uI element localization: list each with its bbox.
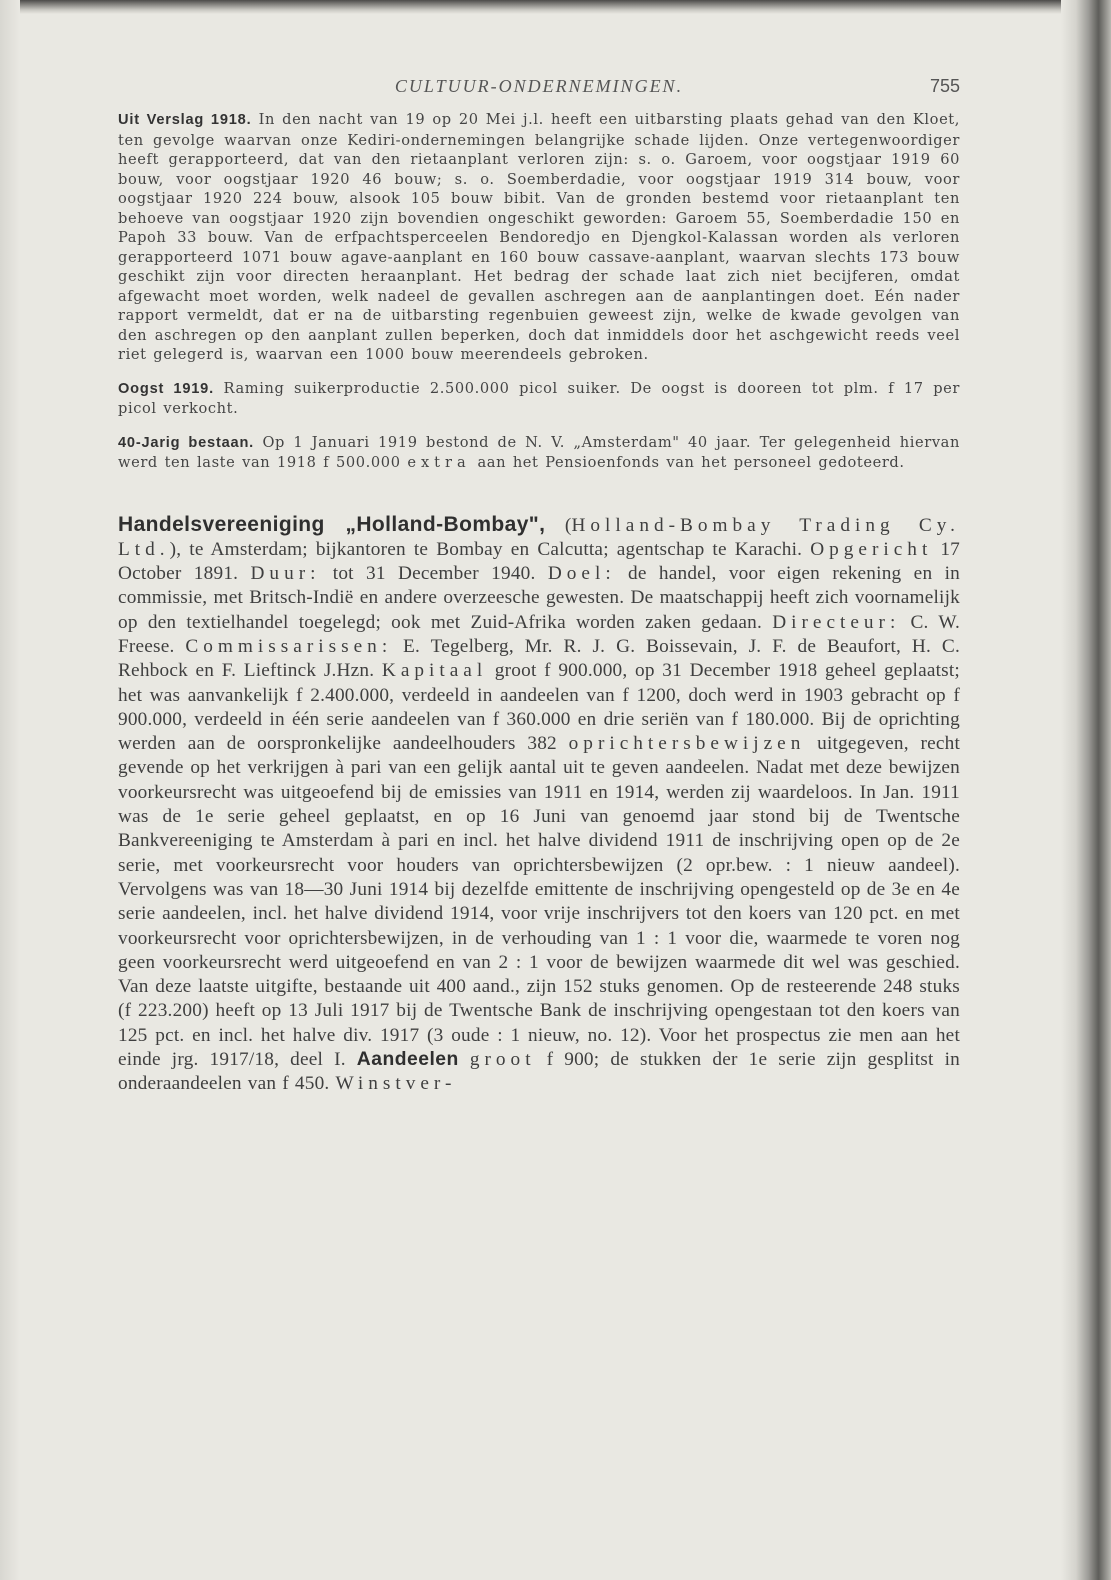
page-content <box>118 76 960 1097</box>
page-number: 755 <box>929 76 960 96</box>
company-text-8: groot f 900.000, op 31 December 1918 geheel geplaatst; het was aanvankelijk f 2.400.000, verdeeld in aandeelen van f 1200, doch werd in 1903 gebracht op f 900.000, verdeeld in één serie aandeelen van f 360.000 en drie seriën van f 180.000. Bij de oprichting werden aan de oorspronkelijke aandeelhouders 382 <box>118 660 960 755</box>
kapitaal-label: Kapitaal <box>381 660 488 682</box>
company-text-4: tot 31 December 1940. <box>320 563 548 585</box>
company-text-2: ), te Amsterdam; bijkantoren te Bombay en Calcutta; agentschap te Karachi. <box>169 538 811 560</box>
jarig-paragraph <box>118 433 960 473</box>
company-text-9: uitgegeven, recht gevende op het verkrijgen à pari van een gelijk aantal uit te geven aandeelen. Nadat met deze bewijzen voorkeursrecht was uitgeoefend bij de emissies van 1911 en 1914, werden zij waardeloos. In Jan. 1911 was de 1e serie geheel geplaatst, en op 16 Juni van genoemd jaar stond bij de Twentsche Bankvereeniging te Amsterdam à pari en incl. het halve dividend 1911 de inschrijving open op de 2e serie, met voorkeursrecht voor houders van oprichtersbewijzen (2 opr.bew. : 1 nieuw aandeel). Vervolgens was van 18—30 Juni 1914 bij dezelfde emittente de inschrijving opengesteld op de 3e en 4e serie aandeelen, incl. het halve dividend 1914, voor vrije inschrijvers tot den koers van 120 pct. en met voorkeursrecht voor oprichtersbewijzen, in de verhouding van 1 : 1 voor die, waarmede te voren nog geen voorkeursrecht werd uitgeoefend en van 2 : 1 voor de bewijzen waarmede dit wel was geschied. Van deze laatste uitgifte, bestaande uit 400 aand., zijn 152 stuks genomen. Op de resteerende 248 stuks (f 223.200) heeft op 13 Juli 1917 bij de Twentsche Bank de inschrijving opengestaan tot den koers van 125 pct. en incl. het halve div. 1917 (3 oude : 1 nieuw, no. 12). Voor het prospectus zie men aan het einde jrg. 1917/18, deel I. <box>118 733 961 1071</box>
jarig-text-2: aan het Pensioenfonds van het personeel gedoteerd. <box>470 454 905 471</box>
book-spine-shadow <box>1061 0 1111 1580</box>
verslag-paragraph <box>118 110 960 365</box>
company-text-5: de handel, voor eigen rekening en in commissie, met Britsch-Indië en andere overzeesche gewesten. De maatschappij heeft zich voornamelijk op den textielhandel toegelegd; ook met Zuid-Afrika worden zaken gedaan. <box>118 563 960 633</box>
company-text-3: 17 October 1891. <box>118 538 961 585</box>
jarig-text-1: Op 1 Januari 1919 bestond de N. V. „Amsterdam" 40 jaar. Ter gelegenheid hiervan werd ten laste van 1918 f 500.000 <box>118 433 960 471</box>
oogst-paragraph <box>118 379 960 419</box>
verslag-heading: Uit Verslag 1918. <box>118 112 252 128</box>
groot-label: groot <box>469 1049 536 1071</box>
company-english-name: Holland-Bombay Trading Cy. Ltd. <box>118 514 960 560</box>
company-text-1: ( <box>545 514 572 536</box>
directeur-label: Directeur: <box>772 611 901 633</box>
company-text-6: C. W. Freese. <box>118 611 961 657</box>
oogst-text: Raming suikerproductie 2.500.000 picol suiker. De oogst is dooreen tot plm. f 17 per picol verkocht. <box>118 379 960 417</box>
company-name: Handelsvereeniging „Holland-Bombay", <box>118 512 546 536</box>
opgericht-label: Opgericht <box>810 538 933 560</box>
company-text-10: f 900; de stukken der 1e serie zijn gesplitst in onderaandeelen van f 450. <box>118 1049 960 1095</box>
winstverdeeling-label: Winstver- <box>335 1073 457 1095</box>
oprichtersbewijzen-label: oprichtersbewijzen <box>568 733 806 755</box>
page-edge-left <box>0 0 20 1580</box>
jarig-heading: 40-Jarig bestaan. <box>118 434 255 451</box>
page-edge-top <box>0 0 1111 14</box>
oogst-heading: Oogst 1919. <box>118 380 214 397</box>
aandeelen-heading: Aandeelen <box>356 1049 459 1071</box>
company-entry <box>118 513 960 1097</box>
jarig-spaced-word: extra <box>407 454 471 471</box>
running-head <box>118 76 960 104</box>
verslag-text: In den nacht van 19 op 20 Mei j.l. heeft een uitbarsting plaats gehad van den Kloet, ten gevolge waarvan onze Kediri-ondernemingen belangrijke schade lijden. Onze vertegenwoordiger heeft gerapporteerd, dat van den rietaanplant verloren zijn: s. o. Garoem, voor oogstjaar 1919 60 bouw, voor oogstjaar 1920 46 bouw; s. o. Soemberdadie, voor oogstjaar 1919 314 bouw, voor oogstjaar 1920 224 bouw, alsook 105 bouw bibit. Van de gronden bestemd voor rietaanplant ten behoeve van oogstjaar 1920 zijn bovendien ongeschikt geworden: Garoem 55, Soemberdadie 150 en Papoh 33 bouw. Van de erfpachtsperceelen Bendoredjo en Djengkol-Kalassan worden als verloren gerapporteerd 1071 bouw agave-aanplant en 160 bouw cassave-aanplant, waarvan slechts 173 bouw geschikt zijn voor directen heraanplant. Het bedrag der schade laat zich niet becijferen, omdat afgewacht moet worden, welk nadeel de gevallen aschregen aan de aanplantingen doet. Eén nader rapport vermeldt, dat er na de uitbarsting regenbuien geweest zijn, welke de kwade gevolgen van den aschregen op den aanplant zullen beperken, doch dat inmiddels door het aschgewicht reeds veel riet gelegerd is, waarvan een 1000 bouw meerendeels gebroken. <box>118 111 961 363</box>
company-text-7: E. Tegelberg, Mr. R. J. G. Boissevain, J. F. de Beaufort, H. C. Rehbock en F. Lieftinck J.Hzn. <box>118 635 960 682</box>
doel-label: Doel: <box>547 563 616 585</box>
duur-label: Duur: <box>250 563 321 585</box>
commissarissen-label: Commissarissen: <box>185 635 393 657</box>
running-title: CULTUUR-ONDERNEMINGEN. <box>394 76 684 96</box>
